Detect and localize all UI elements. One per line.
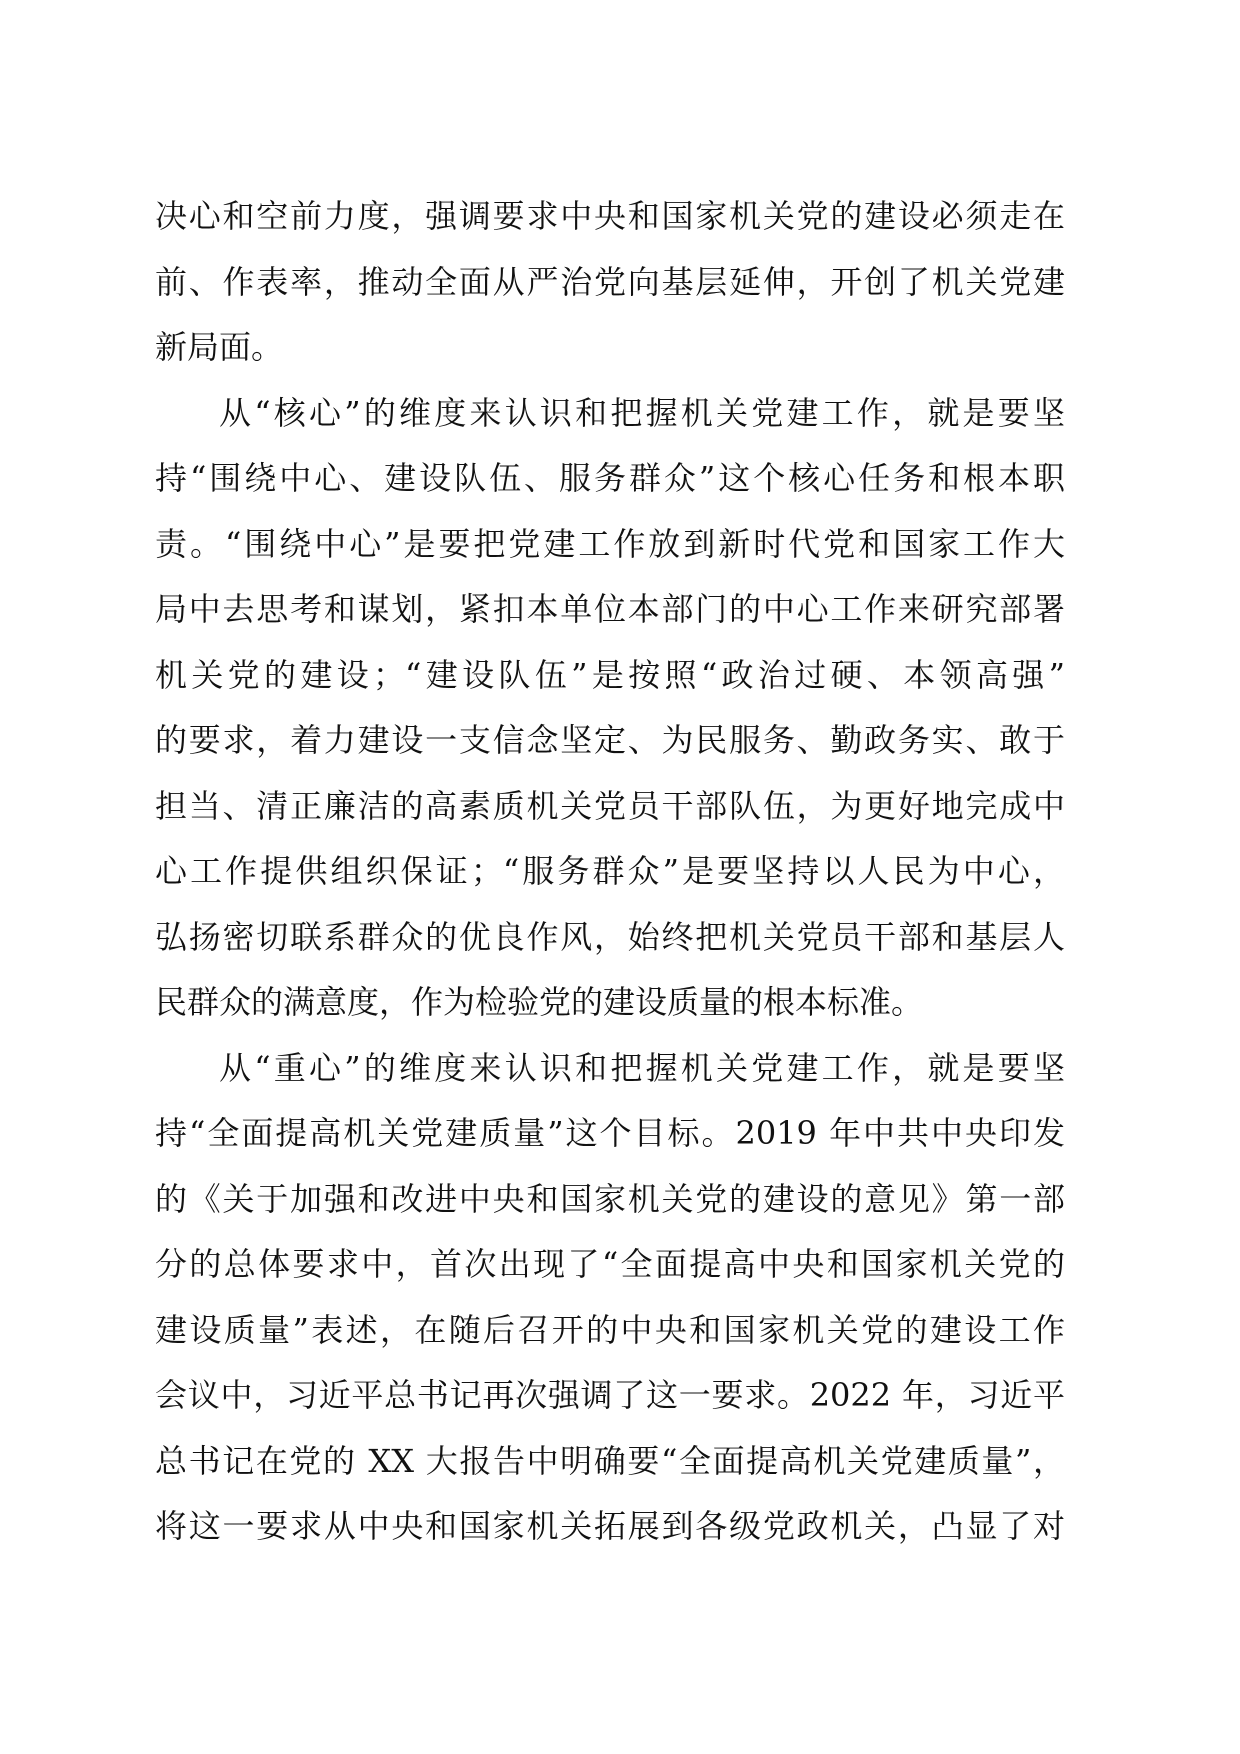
text-line: 会议中，习近平总书记再次强调了这一要求。2022 年，习近平 (155, 1376, 1065, 1414)
text-line: 心工作提供组织保证；“服务群众”是要坚持以人民为中心， (155, 852, 1065, 890)
text-line: 持“围绕中心、建设队伍、服务群众”这个核心任务和根本职 (155, 459, 1065, 497)
text-line: 新局面。 (155, 328, 284, 366)
document-body (155, 184, 1065, 1560)
text-line: 将这一要求从中央和国家机关拓展到各级党政机关，凸显了对 (155, 1507, 1065, 1545)
text-line: 持“全面提高机关党建质量”这个目标。2019 年中共中央印发 (155, 1114, 1065, 1152)
text-line: 决心和空前力度，强调要求中央和国家机关党的建设必须走在 (155, 197, 1065, 235)
paragraph-first-line: 从“核心”的维度来认识和把握机关党建工作，就是要坚 (219, 393, 1065, 432)
paragraph-first-line: 从“重心”的维度来认识和把握机关党建工作，就是要坚 (219, 1048, 1065, 1087)
text-line: 分的总体要求中，首次出现了“全面提高中央和国家机关党的 (155, 1245, 1065, 1283)
text-line: 建设质量”表述，在随后召开的中央和国家机关党的建设工作 (155, 1310, 1065, 1349)
text-line: 弘扬密切联系群众的优良作风，始终把机关党员干部和基层人 (155, 917, 1065, 956)
text-line: 局中去思考和谋划，紧扣本单位本部门的中心工作来研究部署 (155, 590, 1065, 628)
text-line: 的要求，着力建设一支信念坚定、为民服务、勤政务实、敢于 (155, 721, 1065, 759)
text-line: 总书记在党的 XX 大报告中明确要“全面提高机关党建质量”， (155, 1441, 1065, 1480)
text-line: 责。“围绕中心”是要把党建工作放到新时代党和国家工作大 (155, 524, 1065, 563)
text-line: 机关党的建设；“建设队伍”是按照“政治过硬、本领高强” (155, 655, 1065, 694)
text-line: 担当、清正廉洁的高素质机关党员干部队伍，为更好地完成中 (155, 786, 1065, 825)
text-line: 民群众的满意度，作为检验党的建设质量的根本标准。 (155, 983, 924, 1021)
text-line: 的《关于加强和改进中央和国家机关党的建设的意见》第一部 (155, 1179, 1065, 1218)
text-line: 前、作表率，推动全面从严治党向基层延伸，开创了机关党建 (155, 262, 1065, 301)
